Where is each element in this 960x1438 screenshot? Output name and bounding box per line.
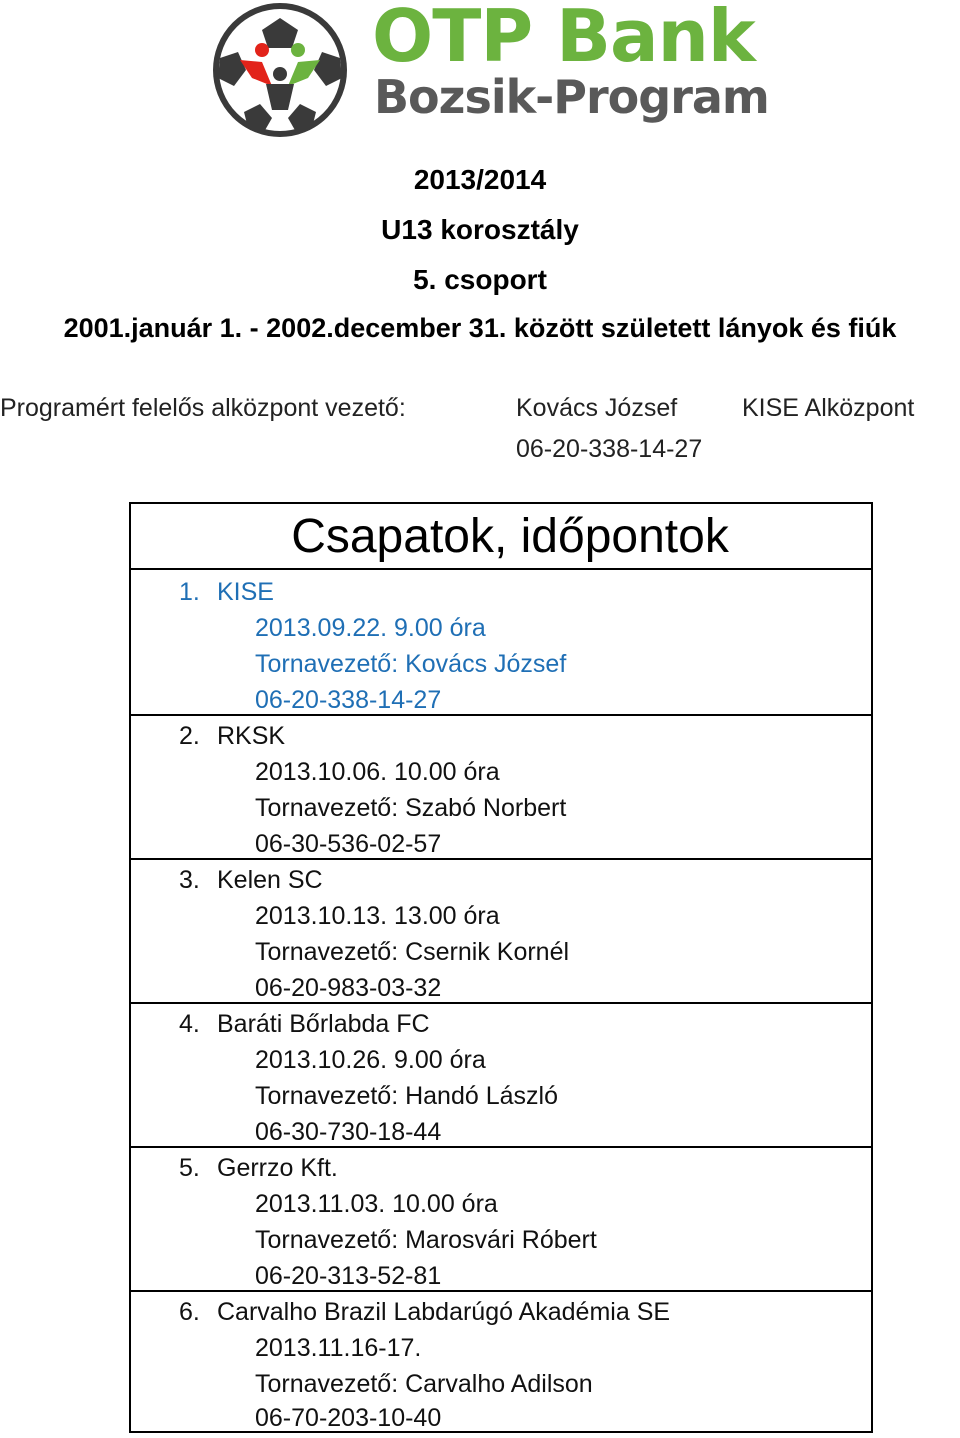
team-date: 2013.10.06. 10.00 óra bbox=[255, 758, 500, 786]
team-entry-6 bbox=[131, 1292, 871, 1431]
team-name: RKSK bbox=[217, 722, 286, 750]
team-date: 2013.11.16-17. bbox=[255, 1334, 422, 1362]
team-phone: 06-30-536-02-57 bbox=[255, 830, 442, 858]
otp-bank-bozsik-logo bbox=[200, 0, 820, 140]
responsible-label: Programért felelős alközpont vezető: bbox=[0, 394, 406, 422]
team-entry-4 bbox=[131, 1004, 871, 1148]
team-date: 2013.11.03. 10.00 óra bbox=[255, 1190, 498, 1218]
responsible-phone: 06-20-338-14-27 bbox=[516, 435, 703, 463]
team-leader: Tornavezető: Csernik Kornél bbox=[255, 938, 570, 966]
team-entry-3 bbox=[131, 860, 871, 1004]
team-phone: 06-20-313-52-81 bbox=[255, 1262, 442, 1290]
team-number: 2. bbox=[179, 722, 200, 750]
team-phone: 06-20-338-14-27 bbox=[255, 686, 442, 714]
season-heading: 2013/2014 bbox=[413, 164, 547, 195]
responsible-name: Kovács József bbox=[516, 394, 678, 422]
responsible-center: KISE Alközpont bbox=[742, 394, 915, 422]
team-entry-1 bbox=[131, 570, 871, 716]
team-date: 2013.10.13. 13.00 óra bbox=[255, 902, 500, 930]
team-phone: 06-70-203-10-40 bbox=[255, 1404, 442, 1432]
team-phone: 06-30-730-18-44 bbox=[255, 1118, 442, 1146]
team-name: KISE bbox=[217, 578, 274, 606]
team-leader: Tornavezető: Marosvári Róbert bbox=[255, 1226, 597, 1254]
group-heading: 5. csoport bbox=[413, 264, 547, 295]
team-number: 3. bbox=[179, 866, 200, 894]
team-name: Baráti Bőrlabda FC bbox=[217, 1010, 430, 1038]
team-number: 4. bbox=[179, 1010, 200, 1038]
team-leader: Tornavezető: Szabó Norbert bbox=[255, 794, 567, 822]
team-number: 6. bbox=[179, 1298, 200, 1326]
team-name: Kelen SC bbox=[217, 866, 323, 894]
logo-title: OTP Bank bbox=[372, 0, 755, 78]
schedule-title: Csapatok, időpontok bbox=[131, 504, 871, 570]
team-name: Gerrzo Kft. bbox=[217, 1154, 338, 1182]
schedule-table bbox=[129, 502, 873, 1433]
team-entry-2 bbox=[131, 716, 871, 860]
team-leader: Tornavezető: Handó László bbox=[255, 1082, 558, 1110]
soccer-ball-icon bbox=[200, 0, 360, 140]
team-leader: Tornavezető: Kovács József bbox=[255, 650, 567, 678]
team-leader: Tornavezető: Carvalho Adilson bbox=[255, 1370, 593, 1398]
team-date: 2013.10.26. 9.00 óra bbox=[255, 1046, 486, 1074]
logo-subtitle: Bozsik-Program bbox=[374, 70, 769, 124]
team-date: 2013.09.22. 9.00 óra bbox=[255, 614, 486, 642]
team-entry-5 bbox=[131, 1148, 871, 1292]
age-group-heading: U13 korosztály bbox=[381, 214, 579, 245]
birth-range-heading: 2001.január 1. - 2002.december 31. között született lányok és fiúk bbox=[63, 313, 897, 343]
team-name: Carvalho Brazil Labdarúgó Akadémia SE bbox=[217, 1298, 671, 1326]
team-phone: 06-20-983-03-32 bbox=[255, 974, 442, 1002]
team-number: 1. bbox=[179, 578, 200, 606]
team-number: 5. bbox=[179, 1154, 200, 1182]
